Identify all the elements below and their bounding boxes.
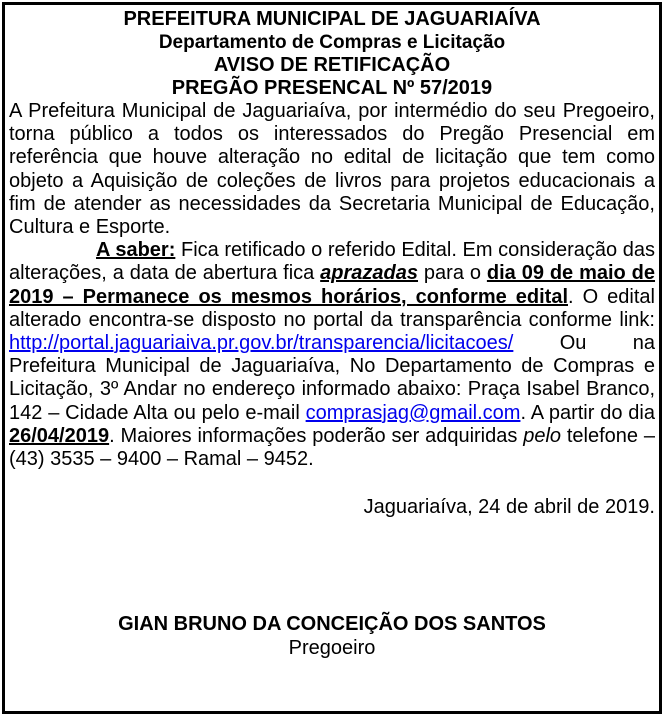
paragraph2-text-5: . A partir do dia [520,401,656,424]
header-process-number: PREGÃO PRESENCAL Nº 57/2019 [171,77,493,99]
header-title: PREFEITURA MUNICIPAL DE JAGUARIAÍVA [123,8,541,30]
paragraph2-text-4: Ou na Prefeitura Municipal de Jaguariaíva, No Departamento de Compras e Licitação, 3º Andar no endereço informado abaixo: Praça Isabel Branco, 142 – Cidade Alta ou pelo e-mail [9,332,655,424]
availability-date-emphasis: 26/04/2019 [9,424,110,447]
header-department: Departamento de Compras e Licitação [158,32,506,53]
email-link[interactable]: comprasjag@gmail.com [305,401,521,424]
paragraph2-text-1: Fica retificado o referido Edital. Em consideração das alterações, a data de abertura fica [9,239,655,285]
place-date-line: Jaguariaíva, 24 de abril de 2019. [363,496,655,519]
paragraph2-text-6: . Maiores informações poderão ser adquiridas [109,424,524,447]
document-border-frame [2,2,662,714]
aprazadas-emphasis: aprazadas [320,262,419,285]
paragraph-intro: A Prefeitura Municipal de Jaguariaíva, por intermédio do seu Pregoeiro, torna público a todos os interessados do Pregão Presencial em referência que houve alteração no edital de licitação que tem como objeto a Aquisição de coleções de livros para projetos educacionais a fim de atender as necessidades da Secretaria Municipal de Educação, Cultura e Esporte. [9,100,655,239]
pelo-italic-word: pelo [523,424,562,447]
a-saber-label: A saber: [96,239,176,262]
new-opening-date-emphasis: dia 09 de maio de 2019 – Permanece os mesmos horários, conforme edital [9,262,656,308]
header-notice-type: AVISO DE RETIFICAÇÃO [213,54,451,76]
transparency-portal-link[interactable]: http://portal.jaguariaiva.pr.gov.br/transparencia/licitacoes/ [9,332,514,355]
paragraph2-text-3: . O edital alterado encontra-se disposto no portal da transparência conforme link: [9,285,655,331]
signature-block [9,613,655,659]
signature-name: GIAN BRUNO DA CONCEIÇÃO DOS SANTOS [118,613,546,636]
document-header [9,8,655,100]
signature-title: Pregoeiro [288,636,376,659]
paragraph-rectification [9,239,655,471]
paragraph2-text-7: telefone – (43) 3535 – 9400 – Ramal – 9452. [9,424,655,471]
paragraph2-text-2: para o [418,262,487,285]
